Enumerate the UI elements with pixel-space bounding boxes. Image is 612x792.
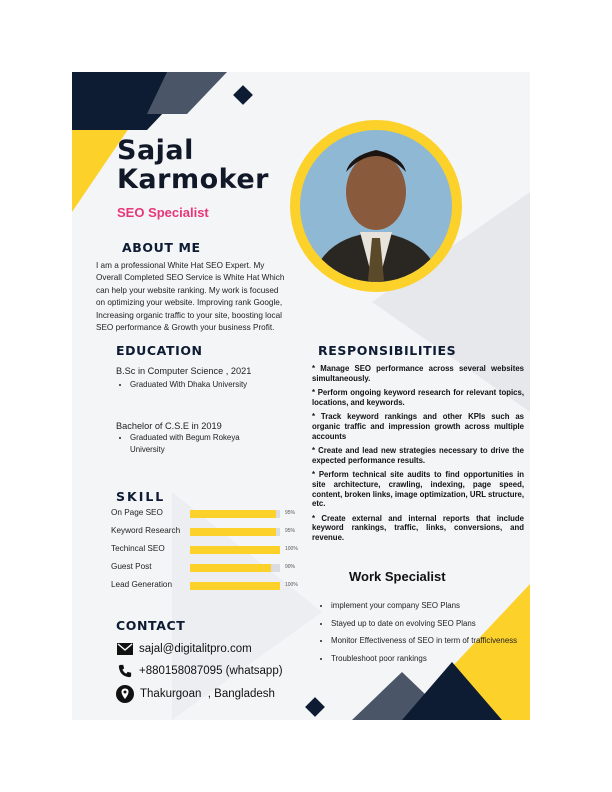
phone-icon	[117, 664, 133, 678]
skill-bar-fill	[190, 546, 280, 554]
skill-bar	[190, 582, 280, 590]
about-line: can help your website ranking. My work is focused	[96, 285, 279, 295]
education-detail: • Graduated With Dhaka University	[130, 379, 316, 391]
about-line: on optimizing your website. Improving rank Google,	[96, 298, 283, 308]
last-name: Karmoker	[117, 164, 269, 195]
skill-heading: SKILL	[116, 489, 166, 504]
skill-row	[111, 544, 341, 556]
first-name: Sajal	[117, 135, 194, 166]
degree: B.Sc in Computer Science , 2021	[116, 366, 252, 376]
work-heading: Work Specialist	[349, 569, 446, 584]
work-item: • Stayed up to date on evolving SEO Plans	[331, 618, 530, 630]
about-line: SEO performance & Growth your business Profit.	[96, 323, 275, 333]
about-line: Overall Completed SEO Service is White Hat Which	[96, 273, 285, 283]
work-item: • implement your company SEO Plans	[331, 600, 530, 612]
responsibility-item: * Perform technical site audits to find opportunities in site architecture, crawling, indexing, page speed, content, broken links, image optimization, URL structure, etc.	[312, 470, 524, 509]
about-line: Increasing organic traffic to your site, boosting local	[96, 310, 282, 320]
skill-bar-fill	[190, 510, 276, 518]
skill-percent: 100%	[285, 582, 298, 588]
email-row[interactable]	[117, 643, 252, 655]
skill-row	[111, 526, 341, 538]
role-title: SEO Specialist	[117, 205, 209, 220]
education-detail: • Graduated with Begum Rokeya University	[130, 432, 316, 455]
responsibility-item: * Perform ongoing keyword research for relevant topics, locations, and keywords.	[312, 388, 524, 407]
skill-row	[111, 580, 341, 592]
work-item: • Troubleshoot poor rankings	[331, 653, 530, 665]
contact-heading: CONTACT	[116, 618, 186, 633]
location-text: Thakurgoan , Bangladesh	[140, 688, 275, 700]
skill-label: Techincal SEO	[111, 544, 165, 553]
responsibility-item: * Create and lead new strategies necessary to drive the expected performance results.	[312, 446, 524, 465]
skill-label: Lead Generation	[111, 580, 172, 589]
name-heading	[117, 136, 269, 194]
about-heading: ABOUT ME	[122, 240, 201, 255]
education-entry	[116, 421, 316, 455]
envelope-icon	[117, 643, 133, 655]
education-heading: EDUCATION	[116, 343, 203, 358]
about-text	[96, 260, 336, 334]
location-pin-icon	[116, 685, 134, 703]
responsibility-item: * Create external and internal reports that include keyword rankings, traffic, links, conversions, and revenue.	[312, 513, 524, 542]
skill-row	[111, 562, 341, 574]
skill-percent: 90%	[285, 564, 296, 570]
skill-row	[111, 508, 341, 520]
phone-text: +880158087095 (whatsapp)	[139, 665, 283, 677]
education-entry	[116, 366, 316, 391]
skill-percent: 100%	[285, 546, 298, 552]
degree: Bachelor of C.S.E in 2019	[116, 421, 222, 431]
skill-bar	[190, 546, 280, 554]
location-row	[116, 685, 275, 703]
skill-percent: 95%	[285, 510, 296, 516]
work-list	[317, 600, 530, 664]
responsibility-item: * Manage SEO performance across several websites simultaneously.	[312, 364, 524, 383]
skill-label: On Page SEO	[111, 508, 163, 517]
skill-percent: 95%	[285, 528, 296, 534]
skill-bar	[190, 528, 280, 536]
skill-bar	[190, 564, 280, 572]
responsibilities-heading: RESPONSIBILITIES	[318, 343, 457, 358]
email-text: sajal@digitalitpro.com	[139, 643, 252, 655]
about-line: I am a professional White Hat SEO Expert. My	[96, 261, 265, 270]
skill-label: Keyword Research	[111, 526, 181, 535]
work-item: • Monitor Effectiveness of SEO in term of trafficiveness	[331, 635, 530, 647]
skill-bar	[190, 510, 280, 518]
skill-bar-fill	[190, 528, 276, 536]
responsibilities-list	[312, 364, 524, 548]
skill-bar-fill	[190, 564, 271, 572]
skill-bar-fill	[190, 582, 280, 590]
phone-row[interactable]	[117, 664, 283, 678]
resume-page	[72, 72, 530, 720]
skill-label: Guest Post	[111, 562, 152, 571]
responsibility-item: * Track keyword rankings and other KPIs such as organic traffic and impression growth across multiple accounts	[312, 412, 524, 441]
